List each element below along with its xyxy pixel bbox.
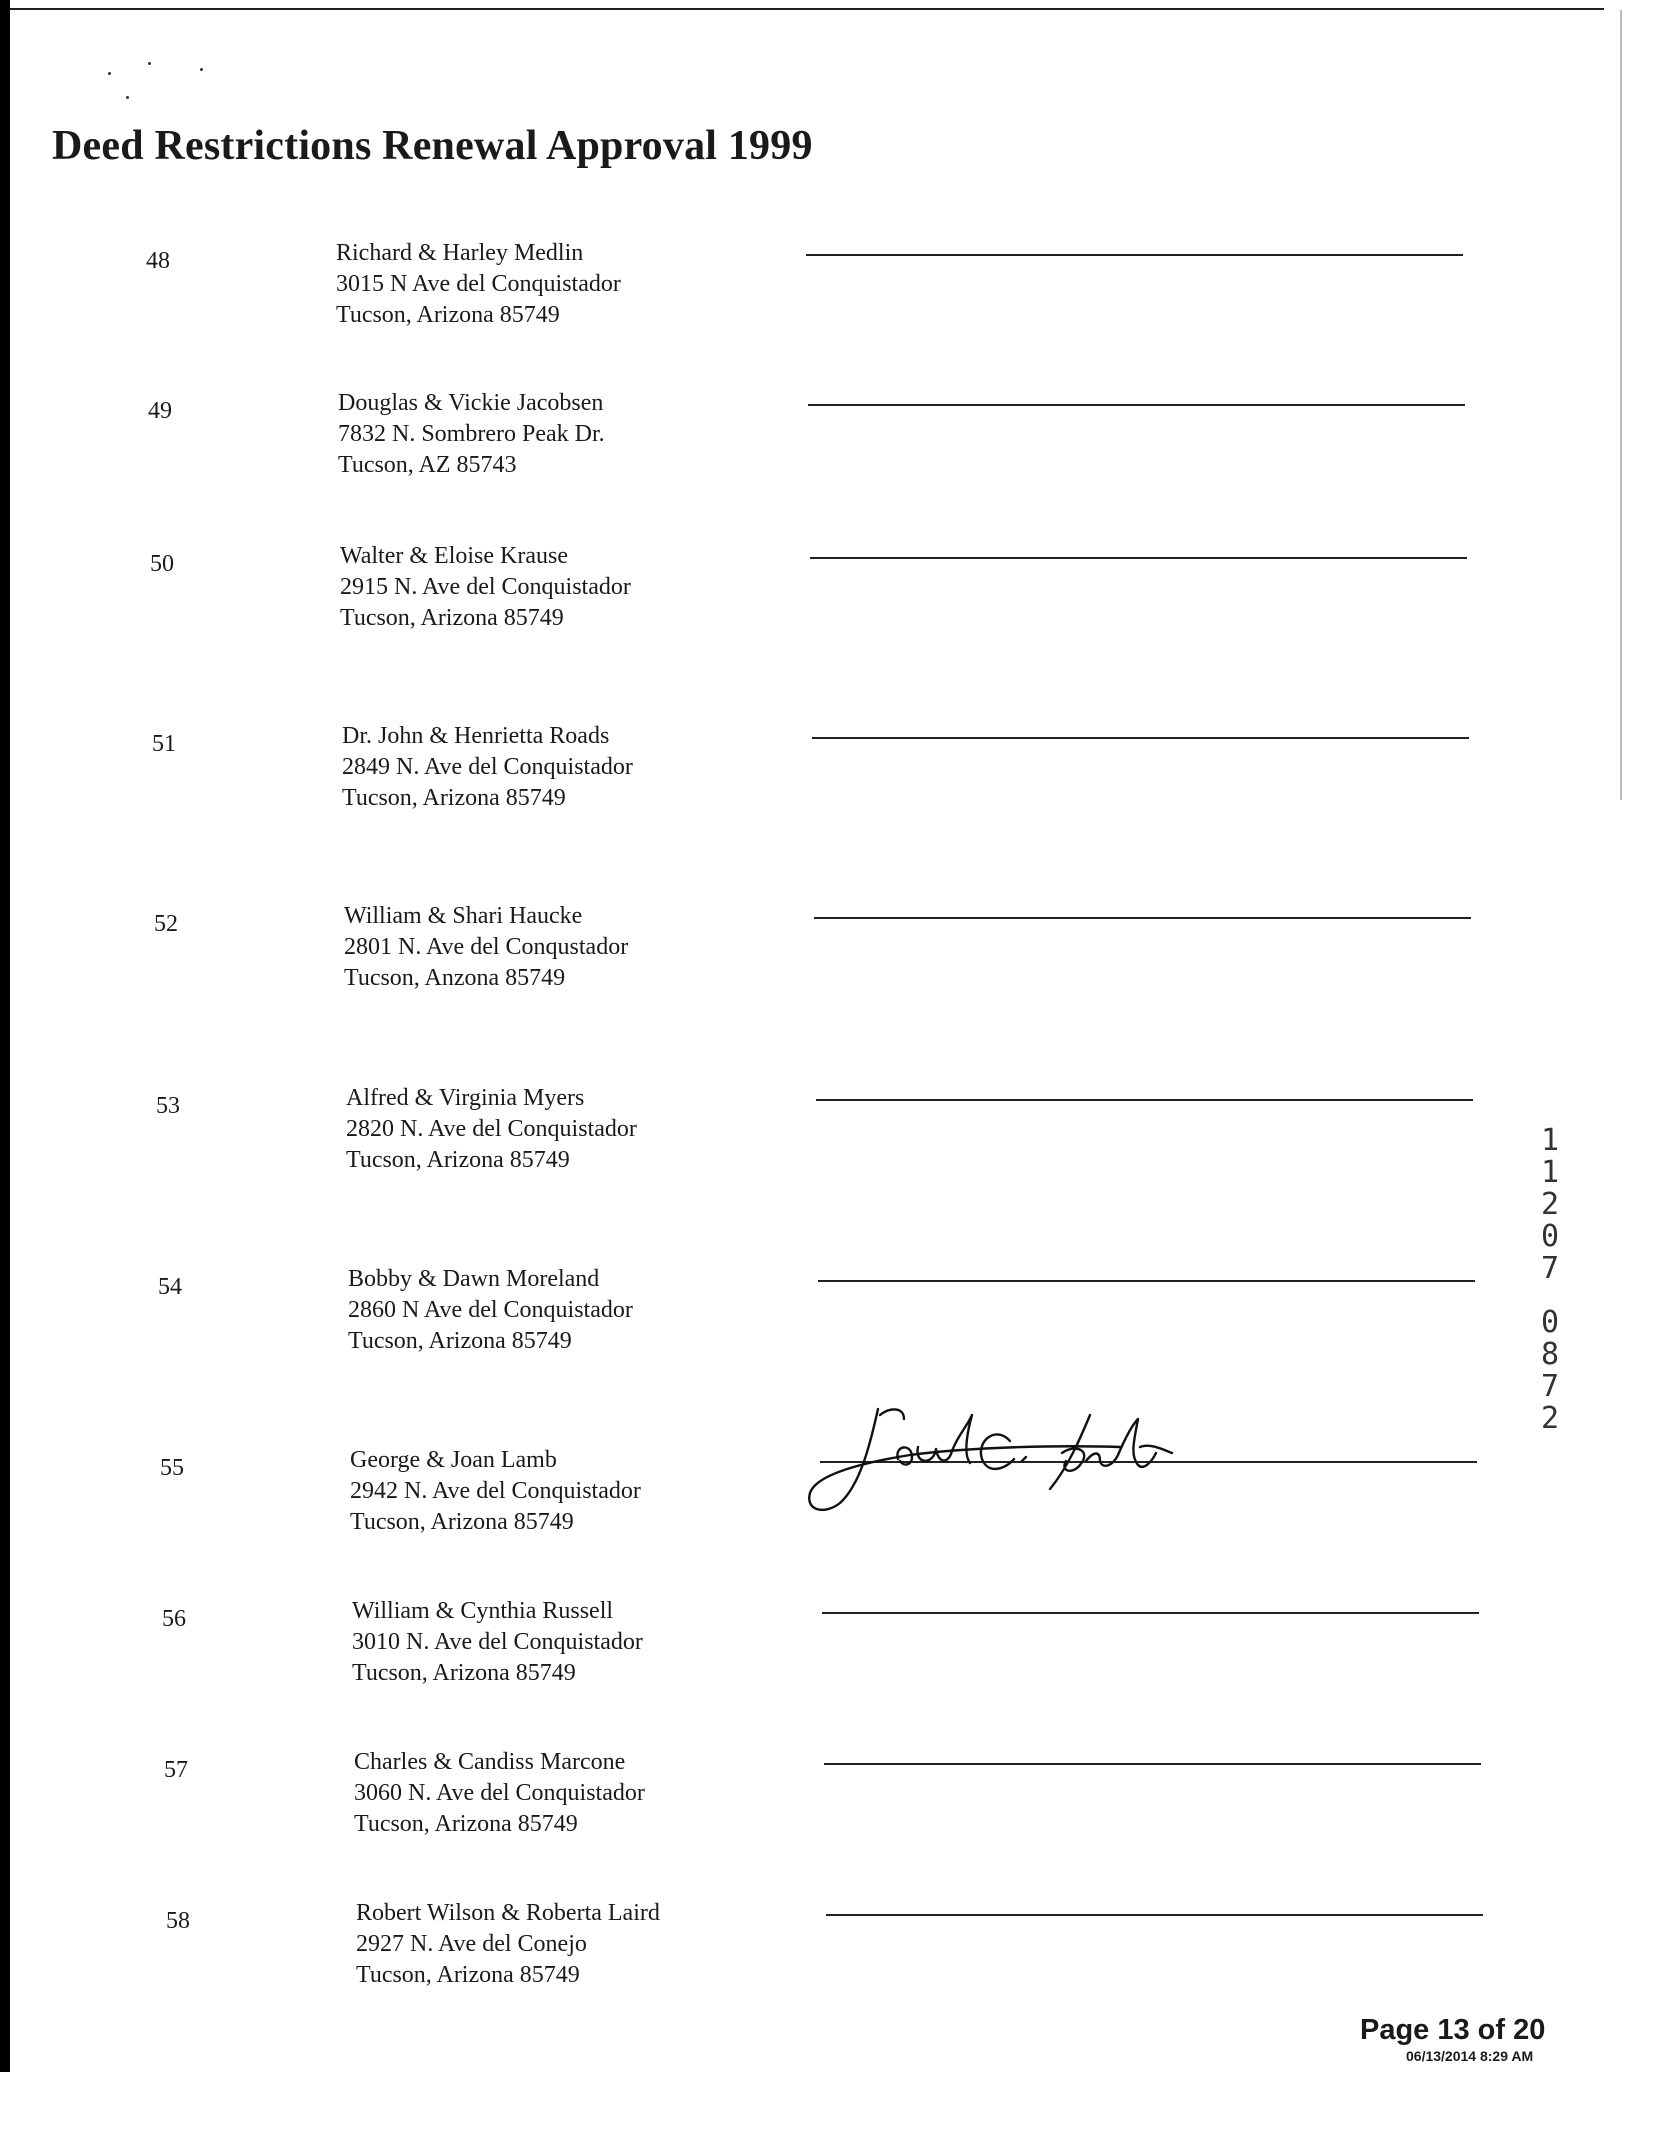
signature (800, 1385, 1240, 1520)
lot-number: 58 (166, 1908, 190, 1934)
signature-line (814, 917, 1471, 919)
lot-number: 48 (146, 248, 170, 274)
street-address: 2942 N. Ave del Conquistador (350, 1478, 641, 1504)
street-address: 2820 N. Ave del Conquistador (346, 1116, 637, 1142)
owner-name: Robert Wilson & Roberta Laird (356, 1900, 660, 1926)
owner-name: Alfred & Virginia Myers (346, 1085, 585, 1111)
signature-line (826, 1914, 1483, 1916)
lot-number: 49 (148, 398, 172, 424)
stamp-digit: 1 (1540, 1123, 1560, 1158)
owner-address (340, 541, 631, 634)
lot-number: 56 (162, 1606, 186, 1632)
scan-speck (108, 72, 111, 75)
owner-name: Bobby & Dawn Moreland (348, 1266, 600, 1292)
owner-address (356, 1898, 660, 1991)
street-address: 2860 N Ave del Conquistador (348, 1297, 633, 1323)
owner-name: William & Cynthia Russell (352, 1598, 614, 1624)
street-address: 3010 N. Ave del Conquistador (352, 1629, 643, 1655)
owner-entry (156, 1083, 1556, 1193)
owner-entry (148, 388, 1548, 498)
signature-line (818, 1280, 1475, 1282)
owner-address (344, 901, 628, 994)
city-state-zip: Tucson, Arizona 85749 (356, 1962, 580, 1988)
city-state-zip: Tucson, Arizona 85749 (336, 302, 560, 328)
stamp-digit: 7 (1540, 1251, 1560, 1286)
owner-entry (158, 1264, 1558, 1374)
owner-address (350, 1445, 641, 1538)
owner-address (336, 238, 621, 331)
signature-line (824, 1763, 1481, 1765)
stamp-digit: 0 (1540, 1219, 1560, 1254)
city-state-zip: Tucson, Arizona 85749 (354, 1811, 578, 1837)
owner-name: Charles & Candiss Marcone (354, 1749, 626, 1775)
scan-speck (148, 62, 151, 65)
stamp-digit: 2 (1540, 1187, 1560, 1222)
city-state-zip: Tucson, Arizona 85749 (348, 1328, 572, 1354)
print-timestamp: 06/13/2014 8:29 AM (1406, 2048, 1534, 2064)
owner-name: William & Shari Haucke (344, 903, 583, 929)
scan-top-border (10, 8, 1604, 10)
street-address: 7832 N. Sombrero Peak Dr. (338, 421, 605, 447)
street-address: 3015 N Ave del Conquistador (336, 271, 621, 297)
owner-name: George & Joan Lamb (350, 1447, 557, 1473)
street-address: 3060 N. Ave del Conquistador (354, 1780, 645, 1806)
signature-line (812, 737, 1469, 739)
street-address: 2801 N. Ave del Conqustador (344, 934, 629, 960)
city-state-zip: Tucson, Anzona 85749 (344, 965, 566, 991)
scan-right-edge (1620, 10, 1622, 800)
owner-entry (146, 238, 1546, 348)
document-title: Deed Restrictions Renewal Approval 1999 (52, 123, 813, 169)
signature-line (822, 1612, 1479, 1614)
city-state-zip: Tucson, Arizona 85749 (342, 785, 566, 811)
lot-number: 51 (152, 731, 176, 757)
owner-entry (164, 1747, 1564, 1857)
owner-address (342, 721, 633, 814)
owner-name: Richard & Harley Medlin (336, 240, 584, 266)
lot-number: 52 (154, 911, 178, 937)
city-state-zip: Tucson, Arizona 85749 (346, 1147, 570, 1173)
owner-entry (154, 901, 1554, 1011)
city-state-zip: Tucson, Arizona 85749 (352, 1660, 576, 1686)
scan-speck (200, 68, 203, 71)
stamp-digit: 0 (1540, 1305, 1560, 1340)
street-address: 2849 N. Ave del Conquistador (342, 754, 633, 780)
owner-address (348, 1264, 633, 1357)
lot-number: 54 (158, 1274, 182, 1300)
owner-name: Dr. John & Henrietta Roads (342, 723, 610, 749)
owner-entry (162, 1596, 1562, 1706)
owner-entry (150, 541, 1550, 651)
stamp-digit: 7 (1540, 1369, 1560, 1404)
city-state-zip: Tucson, Arizona 85749 (350, 1509, 574, 1535)
stamp-digit: 1 (1540, 1155, 1560, 1190)
page-number: Page 13 of 20 (1360, 2014, 1546, 2046)
street-address: 2915 N. Ave del Conquistador (340, 574, 631, 600)
recording-stamp (1530, 1125, 1570, 1435)
owner-address (352, 1596, 643, 1689)
stamp-digit: 2 (1540, 1401, 1560, 1436)
signature-line (816, 1099, 1473, 1101)
street-address: 2927 N. Ave del Conejo (356, 1931, 587, 1957)
city-state-zip: Tucson, AZ 85743 (338, 452, 517, 478)
signature-line (806, 254, 1463, 256)
lot-number: 55 (160, 1455, 184, 1481)
city-state-zip: Tucson, Arizona 85749 (340, 605, 564, 631)
owner-name: Walter & Eloise Krause (340, 543, 568, 569)
lot-number: 57 (164, 1757, 188, 1783)
lot-number: 53 (156, 1093, 180, 1119)
scan-left-border (0, 0, 10, 2072)
scan-speck (126, 96, 129, 99)
owner-entry (152, 721, 1552, 831)
signature-line (808, 404, 1465, 406)
owner-entry (166, 1898, 1566, 2008)
lot-number: 50 (150, 551, 174, 577)
stamp-digit: 8 (1540, 1337, 1560, 1372)
owner-address (346, 1083, 637, 1176)
owner-address (338, 388, 605, 481)
stamp-gap (1530, 1285, 1570, 1307)
signature-line (810, 557, 1467, 559)
owner-name: Douglas & Vickie Jacobsen (338, 390, 604, 416)
owner-address (354, 1747, 645, 1840)
